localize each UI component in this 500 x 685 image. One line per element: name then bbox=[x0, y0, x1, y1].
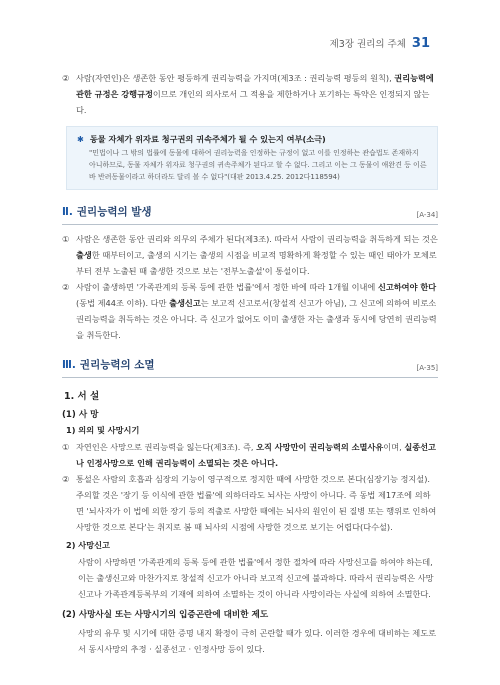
item-number: ① bbox=[62, 234, 70, 244]
section-tag: [A-34] bbox=[416, 211, 438, 219]
section-title bbox=[62, 204, 152, 219]
text-run: 이며, bbox=[383, 442, 405, 452]
item-number: ② bbox=[62, 282, 70, 292]
star-icon: ✱ bbox=[77, 134, 84, 144]
text-run: 사람이 출생하면 '가족관계의 등록 등에 관한 법률'에서 정한 바에 따라 1개월 이내에 bbox=[76, 282, 378, 292]
section-heading bbox=[62, 204, 438, 219]
paragraph-text: 통설은 사람의 호흡과 심장의 기능이 영구적으로 정지한 때에 사망한 것으로 본다(심장기능 정지설). 주의할 것은 '장기 등 이식에 관한 법률'에 의하더라도 뇌사는 사망이 아니다. 즉 동법 제17조에 의하면 '뇌사자가 이 법에 의한 장기 등의 적출로 사망한 때에는 뇌사의 원인이 된 질병 또는 행위로 인하여 사망한 것으로 본다'는 취지로 봄 때 뇌사의 시점에 사망한 것으로 보기는 어렵다(다수설). bbox=[76, 474, 437, 532]
paragraph-item bbox=[62, 439, 438, 471]
section-title bbox=[62, 357, 155, 372]
paragraph-item bbox=[62, 471, 438, 535]
page-content bbox=[62, 70, 438, 657]
minor-heading: 1) 의의 및 사망시기 bbox=[66, 425, 140, 435]
paragraph-text bbox=[76, 279, 438, 343]
item-number: ② bbox=[62, 73, 70, 83]
bold-text: 신고하여야 한다 bbox=[377, 282, 437, 292]
paragraph-item bbox=[62, 70, 438, 118]
case-box-body: "민법이나 그 밖의 법률에 동물에 대하여 권리능력을 인정하는 규정이 없고 이를 인정하는 관습법도 존재하지 아니하므로, 동물 자체가 위자료 청구권의 귀속주체가 된다고 할 수 없다. 그리고 이는 그 동물이 애완견 등 이른바 반려동물이라고 하더라도 달리 볼 수 없다"(대판 2013.4.25. 2012다118594) bbox=[89, 149, 427, 181]
section-heading bbox=[62, 357, 438, 372]
bold-text: 출생 bbox=[76, 250, 92, 260]
chapter-title: 제3장 권리의 주체 bbox=[329, 39, 406, 50]
text-run: 한 때부터이고, 출생의 시기는 출생의 시점을 비교적 명확하게 확정할 수 있는 때인 태아가 모체로부터 전부 노출된 때 출생한 것으로 보는 '전부노출설'이 통설이다. bbox=[76, 250, 437, 276]
bold-text: 출생신고 bbox=[169, 298, 201, 308]
subsubsection-heading: (1) 사 망 bbox=[62, 410, 99, 420]
case-box-title bbox=[77, 132, 427, 147]
case-box bbox=[66, 126, 438, 190]
text-run: 사람(자연인)은 생존한 동안 평등하게 권리능력을 가지며(제3조 : 권리능력 평등의 원칙), bbox=[76, 73, 395, 83]
bold-text: 실종선고나 인정사망으로 인해 권리능력이 소멸되는 것은 아니다. bbox=[76, 442, 436, 468]
page-header bbox=[330, 36, 430, 51]
bold-text: 오직 사망만이 권리능력의 소멸사유 bbox=[256, 442, 384, 452]
section-title-text: 권리능력의 소멸 bbox=[79, 359, 155, 371]
subsection-heading: 1. 서 설 bbox=[64, 391, 100, 402]
section-numeral: Ⅱ. bbox=[62, 206, 73, 218]
text-run: 는 보고적 신고 bbox=[200, 298, 254, 308]
subsubsection-heading: (2) 사망사실 또는 사망시기의 입증곤란에 대비한 제도 bbox=[62, 610, 269, 620]
section-tag: [A-35] bbox=[416, 364, 438, 372]
paragraph-text bbox=[76, 439, 438, 471]
paragraph-text: 사람이 사망하면 '가족관계의 등록 등에 관한 법률'에서 정한 절차에 따라 사망신고를 하여야 하는데, 이는 출생신고와 마찬가지로 창설적 신고가 아니라 보고적 신고에 불과하다. 따라서 권리능력은 사망신고나 가족관계등록부의 기재에 의하여 소멸하는 것이 아니라 사망이라는 사실에 의하여 소멸한다. bbox=[78, 557, 434, 599]
paragraph-item bbox=[62, 279, 438, 343]
text-run: 로서(창설적 신고가 아님), 그 신고에 의하여 비로소 권리능력을 취득하는 것은 아니다. 즉 신고가 없어도 이미 출생한 자는 출생과 동시에 당연히 권리능력을 취득한다. bbox=[76, 298, 437, 340]
page-number: 31 bbox=[411, 36, 430, 51]
section-title-text: 권리능력의 발생 bbox=[76, 206, 152, 218]
bold-text: 권리능력에 관한 규정은 강행규정 bbox=[76, 73, 434, 99]
text-run: 사람은 생존한 동안 권리와 의무의 주체가 된다(제3조). 따라서 사람이 권리능력을 취득하게 되는 것은 bbox=[76, 234, 438, 244]
paragraph-item bbox=[62, 231, 438, 279]
text-run: 이므로 개인의 의사로서 그 적용을 제한하거나 포기하는 특약은 인정되지 않는다. bbox=[76, 89, 430, 115]
text-run: (동법 제44조 이하). 다만 bbox=[76, 298, 170, 308]
paragraph-text bbox=[76, 70, 438, 118]
section-divider bbox=[62, 377, 438, 378]
section-divider bbox=[62, 224, 438, 225]
text-run: 자연인은 사망으로 권리능력을 잃는다(제3조). 즉, bbox=[76, 442, 257, 452]
section-numeral: Ⅲ. bbox=[62, 359, 76, 371]
item-number: ① bbox=[62, 442, 70, 452]
case-box-title-text: 동물 자체가 위자료 청구권의 귀속주체가 될 수 있는지 여부(소극) bbox=[89, 134, 326, 144]
item-number: ② bbox=[62, 474, 70, 484]
minor-heading: 2) 사망신고 bbox=[66, 540, 110, 550]
paragraph-text: 사망의 유무 및 시기에 대한 증명 내지 확정이 극히 곤란할 때가 있다. 이러한 경우에 대비하는 제도로서 동시사망의 추정 · 실종선고 · 인정사망 등이 있다. bbox=[78, 628, 437, 654]
paragraph-text bbox=[76, 231, 438, 279]
